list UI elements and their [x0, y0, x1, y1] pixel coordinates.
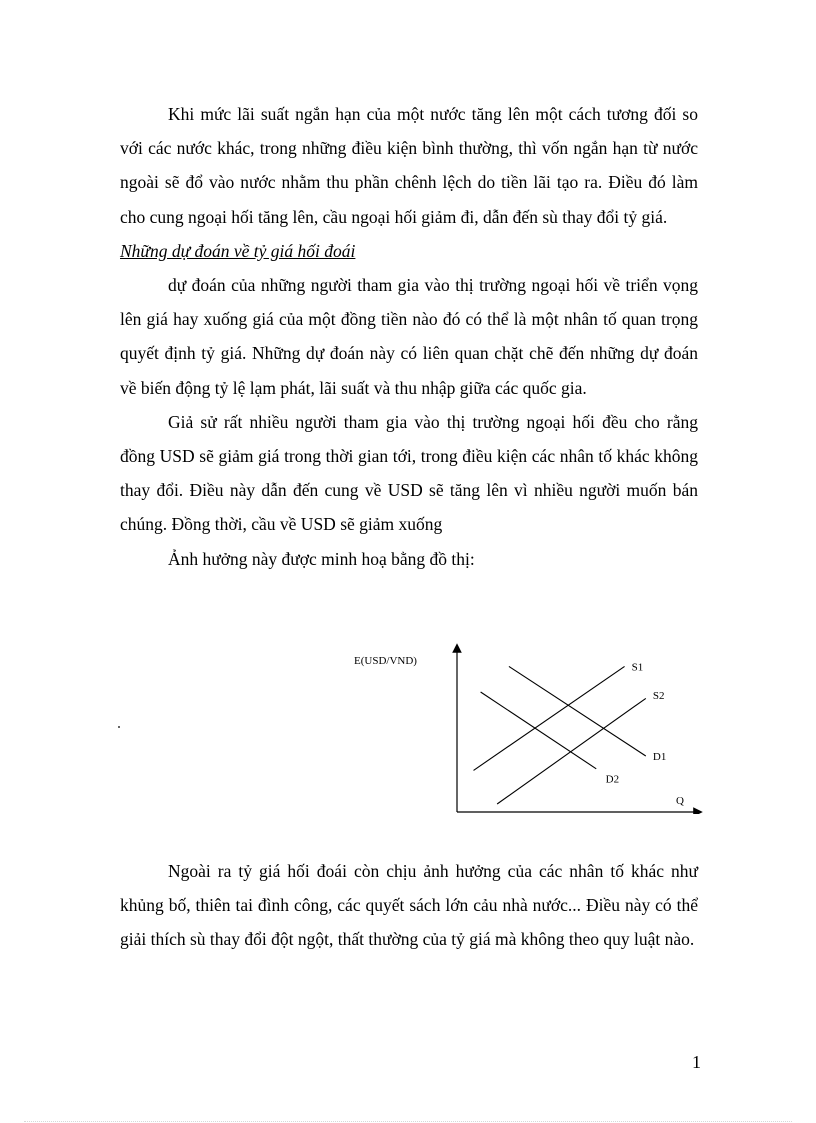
section-heading: Những dự đoán về tỷ giá hối đoái	[120, 240, 356, 261]
page-bottom-rule	[24, 1121, 792, 1122]
paragraph-chart-intro: Ảnh hưởng này được minh hoạ bằng đồ thị:	[168, 548, 475, 569]
paragraph-interest-rate: Khi mức lãi suất ngắn hạn của một nước tăng lên một cách tương đối so với các nước khác, trong những điều kiện bình thường, thì vốn ngắn hạn từ nước ngoài sẽ đổ vào nước nhằm thu phần chênh lệch do tiền lãi tạo ra. Điều đó làm cho cung ngoại hối tăng lên, cầu ngoại hối giảm đi, dẫn đến sù thay đổi tỷ giá.	[120, 104, 698, 227]
chart-series	[474, 661, 667, 804]
series-label-d1: D1	[652, 751, 667, 763]
series-line-s1	[474, 666, 625, 770]
page-number: 1	[692, 1052, 701, 1072]
series-line-s2	[497, 698, 646, 804]
x-axis-label: Q	[676, 795, 684, 807]
series-line-d1	[509, 666, 646, 756]
series-line-d2	[481, 692, 597, 769]
stray-mark	[118, 726, 120, 728]
series-label-s2: S2	[652, 690, 665, 703]
paragraph-other-factors: Ngoài ra tỷ giá hối đoái còn chịu ảnh hưởng của các nhân tố khác như khủng bố, thiên tai đình công, các quyết sách lớn cảu nhà nước... Điều này có thể giải thích sù thay đổi đột ngột, thất thường của tỷ giá mà không theo quy luật nào.	[120, 861, 698, 950]
supply-demand-chart	[350, 642, 710, 814]
paragraph-usd-example: Giả sử rất nhiều người tham gia vào thị trường ngoại hối đều cho rằng đồng USD sẽ giảm giá trong thời gian tới, trong điều kiện các nhân tố khác không thay đổi. Điều này dẫn đến cung về USD sẽ tăng lên vì nhiều người muốn bán chúng. Đồng thời, cầu về USD sẽ giảm xuống	[120, 411, 698, 535]
body-text-upper	[120, 97, 698, 576]
series-label-s1: S1	[631, 661, 644, 674]
series-label-d2: D2	[605, 773, 620, 786]
y-axis-label: E(USD/VND)	[354, 655, 417, 667]
body-text-lower	[120, 854, 698, 957]
paragraph-forecast: dự đoán của những người tham gia vào thị trường ngoại hối về triển vọng lên giá hay xuống giá của một đồng tiền nào đó có thể là một nhân tố quan trọng quyết định tỷ giá. Những dự đoán này có liên quan chặt chẽ đến những dự đoán về biến động tỷ lệ lạm phát, lãi suất và thu nhập giữa các quốc gia.	[120, 275, 698, 398]
